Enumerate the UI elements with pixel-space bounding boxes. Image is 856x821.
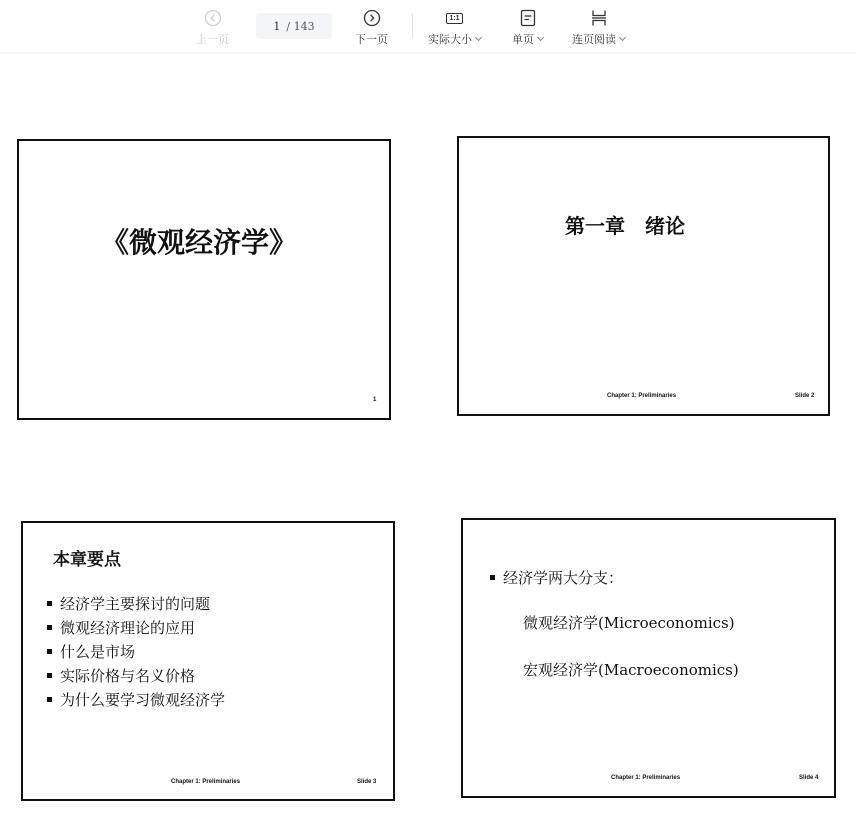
chevron-left-circle-icon xyxy=(204,8,222,28)
bullet-square-icon xyxy=(47,649,52,654)
next-page-button[interactable] xyxy=(355,8,388,47)
next-page-label: 下一页 xyxy=(355,33,388,46)
prev-page-label: 上一页 xyxy=(196,33,229,46)
list-item: 为什么要学习微观经济学 xyxy=(47,688,225,712)
actual-size-icon: 1:1 xyxy=(446,8,462,28)
list-item: 经济学主要探讨的问题 xyxy=(47,592,225,616)
slide-3-bullet-list xyxy=(47,592,225,712)
bullet-square-icon xyxy=(47,673,52,678)
chevron-down-icon xyxy=(475,34,482,41)
list-item: 微观经济理论的应用 xyxy=(47,616,225,640)
slide-2 xyxy=(457,136,830,416)
slide-1 xyxy=(17,139,391,420)
bullet-square-icon xyxy=(47,625,52,630)
slide-3 xyxy=(21,521,395,801)
actual-size-label: 实际大小 xyxy=(428,33,472,46)
page-indicator[interactable] xyxy=(256,13,332,39)
list-item: 什么是市场 xyxy=(47,640,225,664)
actual-size-button[interactable] xyxy=(428,8,481,47)
slide-2-footer-number: Slide 2 xyxy=(795,393,815,399)
continuous-reading-label: 连页阅读 xyxy=(572,33,616,46)
slide-4-footer-chapter: Chapter 1: Preliminaries xyxy=(611,775,681,781)
slide-2-footer-chapter: Chapter 1: Preliminaries xyxy=(607,393,677,399)
single-page-icon xyxy=(520,8,536,28)
prev-page-button[interactable] xyxy=(196,8,229,47)
slide-2-title: 第一章 绪论 xyxy=(565,214,685,238)
viewer-toolbar xyxy=(0,0,856,52)
total-pages: / 143 xyxy=(286,19,315,33)
single-page-button[interactable] xyxy=(512,8,543,47)
chevron-down-icon xyxy=(537,34,544,41)
slide-4-footer-number: Slide 4 xyxy=(799,775,819,781)
toolbar-divider xyxy=(412,14,413,38)
bullet-square-icon xyxy=(490,575,495,580)
single-page-label: 单页 xyxy=(512,33,534,46)
slide-4-line-1: 微观经济学(Microeconomics) xyxy=(523,614,735,632)
slide-1-number: 1 xyxy=(373,397,377,403)
chevron-down-icon xyxy=(619,34,626,41)
list-item: 实际价格与名义价格 xyxy=(47,664,225,688)
continuous-reading-button[interactable] xyxy=(572,8,625,47)
slide-1-title: 《微观经济学》 xyxy=(101,226,298,259)
slide-3-footer-chapter: Chapter 1: Preliminaries xyxy=(171,779,241,785)
bullet-square-icon xyxy=(47,601,52,606)
slide-4-bullet: 经济学两大分支： xyxy=(490,567,623,588)
slide-3-footer-number: Slide 3 xyxy=(357,779,377,785)
bullet-square-icon xyxy=(47,697,52,702)
current-page-input[interactable]: 1 xyxy=(273,19,281,33)
slide-4 xyxy=(461,518,836,798)
slide-4-line-2: 宏观经济学(Macroeconomics) xyxy=(523,661,739,679)
slide-3-title: 本章要点 xyxy=(53,550,121,570)
continuous-reading-icon xyxy=(590,8,608,28)
chevron-right-circle-icon xyxy=(363,8,381,28)
